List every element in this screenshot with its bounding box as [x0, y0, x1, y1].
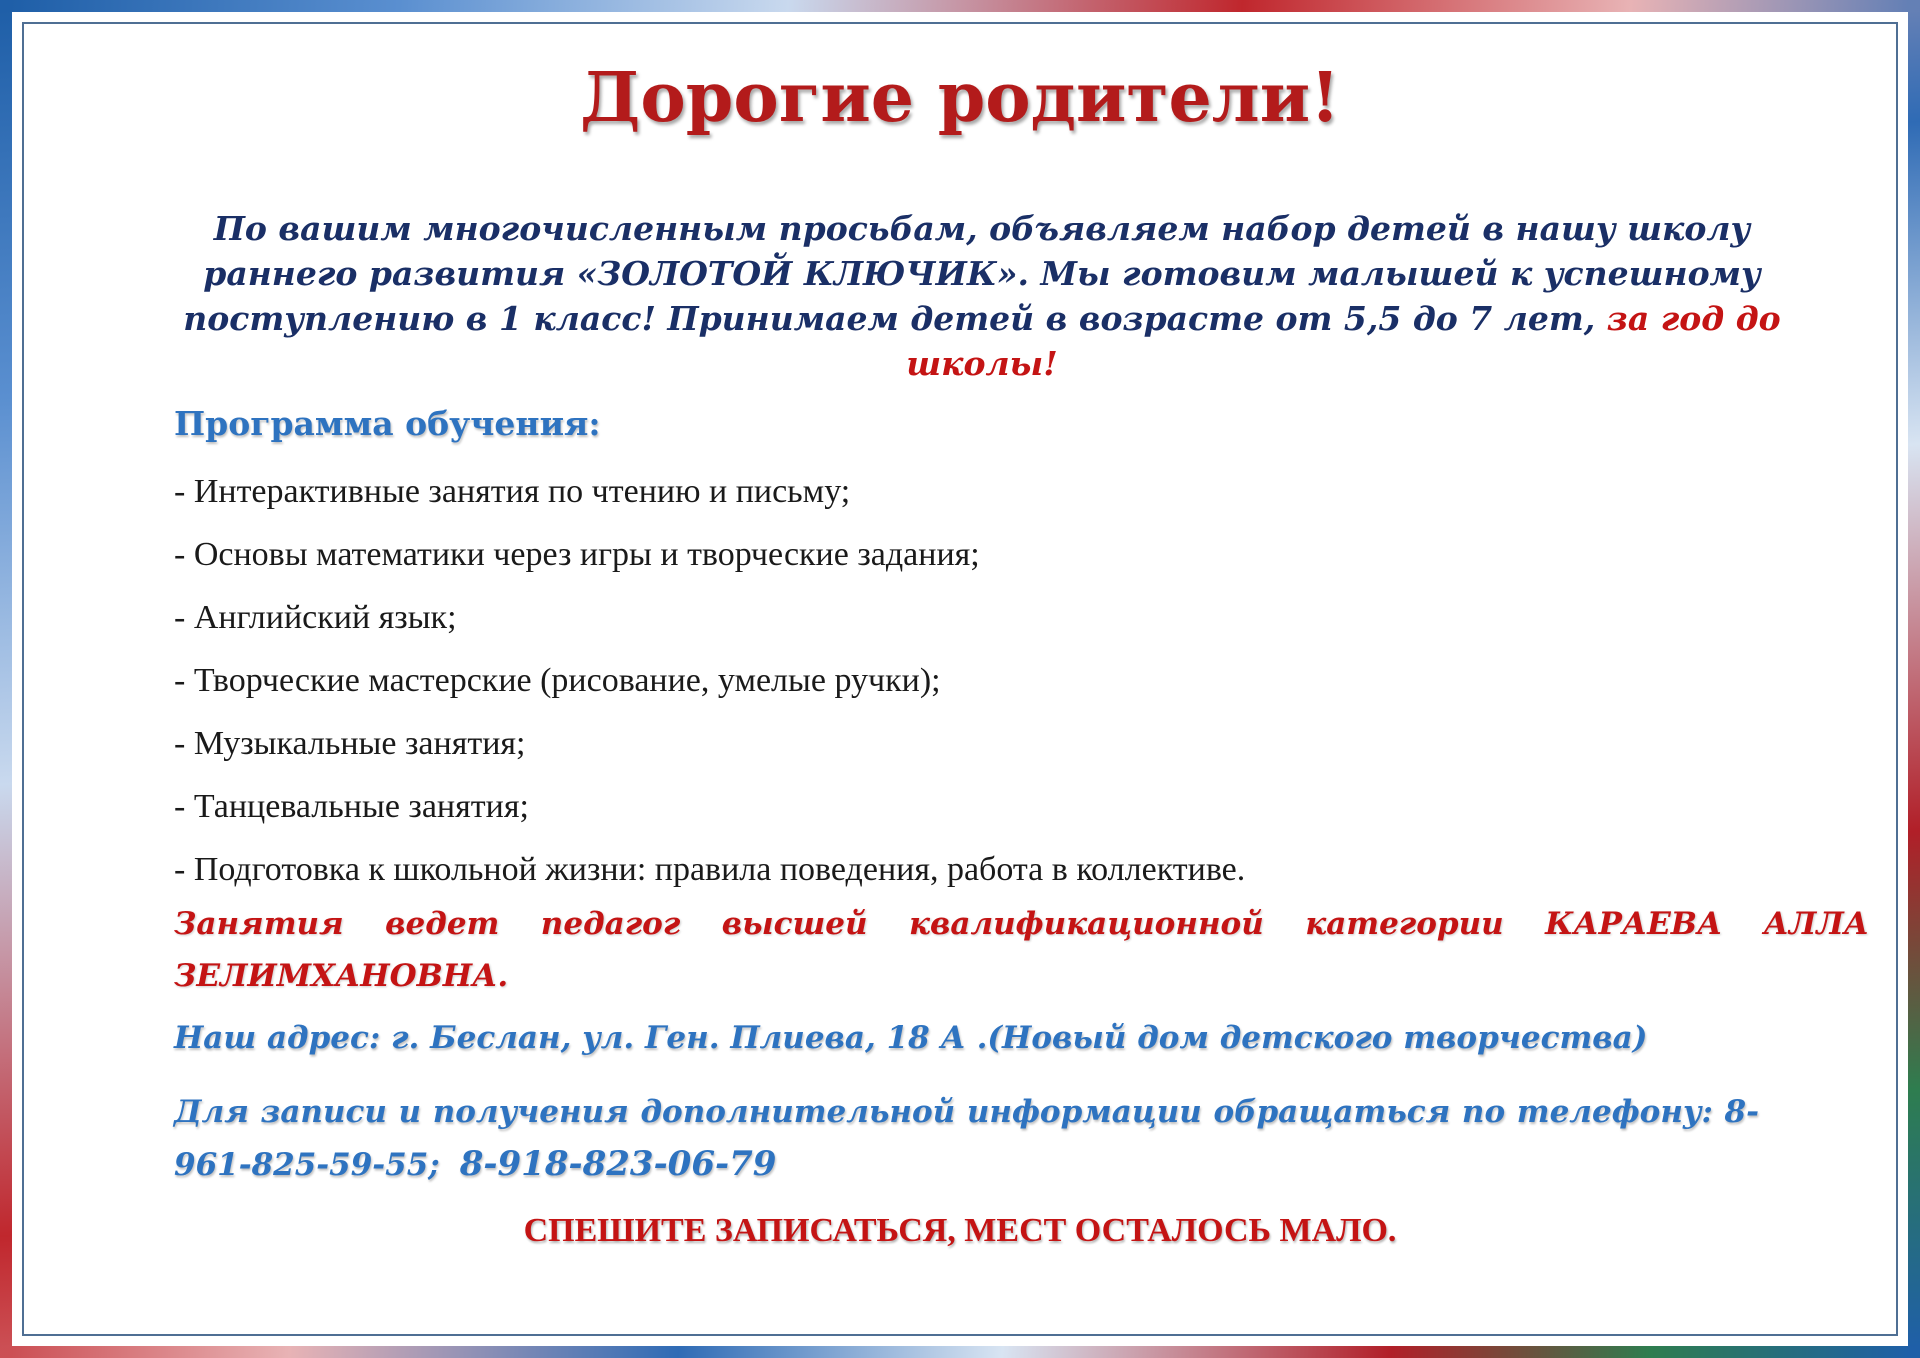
- program-list: [174, 472, 1245, 913]
- call-to-action: СПЕШИТЕ ЗАПИСАТЬСЯ, МЕСТ ОСТАЛОСЬ МАЛО.: [523, 1212, 1397, 1249]
- contact-text: Для записи и получения дополнительной информации обращаться по телефону: 8-961-825-59-55;: [174, 1094, 1759, 1183]
- list-item: - Подготовка к школьной жизни: правила поведения, работа в коллективе.: [174, 851, 1246, 888]
- intro-highlight: за год до школы!: [906, 299, 1781, 383]
- teacher-info: Занятия ведет педагог высшей квалификационной категории КАРАЕВА АЛЛА ЗЕЛИМХАНОВНА.: [174, 906, 1869, 994]
- list-item: - Основы математики через игры и творческие задания;: [174, 536, 980, 573]
- program-heading: Программа обучения:: [174, 404, 601, 443]
- list-item: - Английский язык;: [174, 599, 457, 636]
- contact-info: [174, 1086, 1759, 1191]
- intro-text: По вашим многочисленным просьбам, объявляем набор детей в нашу школу раннего развития «ЗОЛОТОЙ КЛЮЧИК». Мы готовим малышей к успешному поступлению в 1 класс! Принимаем детей в возрасте от 5,5 до 7 лет,: [183, 209, 1761, 338]
- phone-number-2: 8-918-823-06-79: [459, 1144, 777, 1184]
- list-item: - Творческие мастерские (рисование, умелые ручки);: [174, 662, 941, 699]
- address-line: Наш адрес: г. Беслан, ул. Ген. Плиева, 18 А .(Новый дом детского творчества): [174, 1020, 1648, 1056]
- page-title: Дорогие родители!: [579, 58, 1341, 138]
- intro-paragraph: [172, 206, 1792, 386]
- list-item: - Танцевальные занятия;: [174, 788, 529, 825]
- list-item: - Музыкальные занятия;: [174, 725, 526, 762]
- list-item: - Интерактивные занятия по чтению и письму;: [174, 473, 851, 510]
